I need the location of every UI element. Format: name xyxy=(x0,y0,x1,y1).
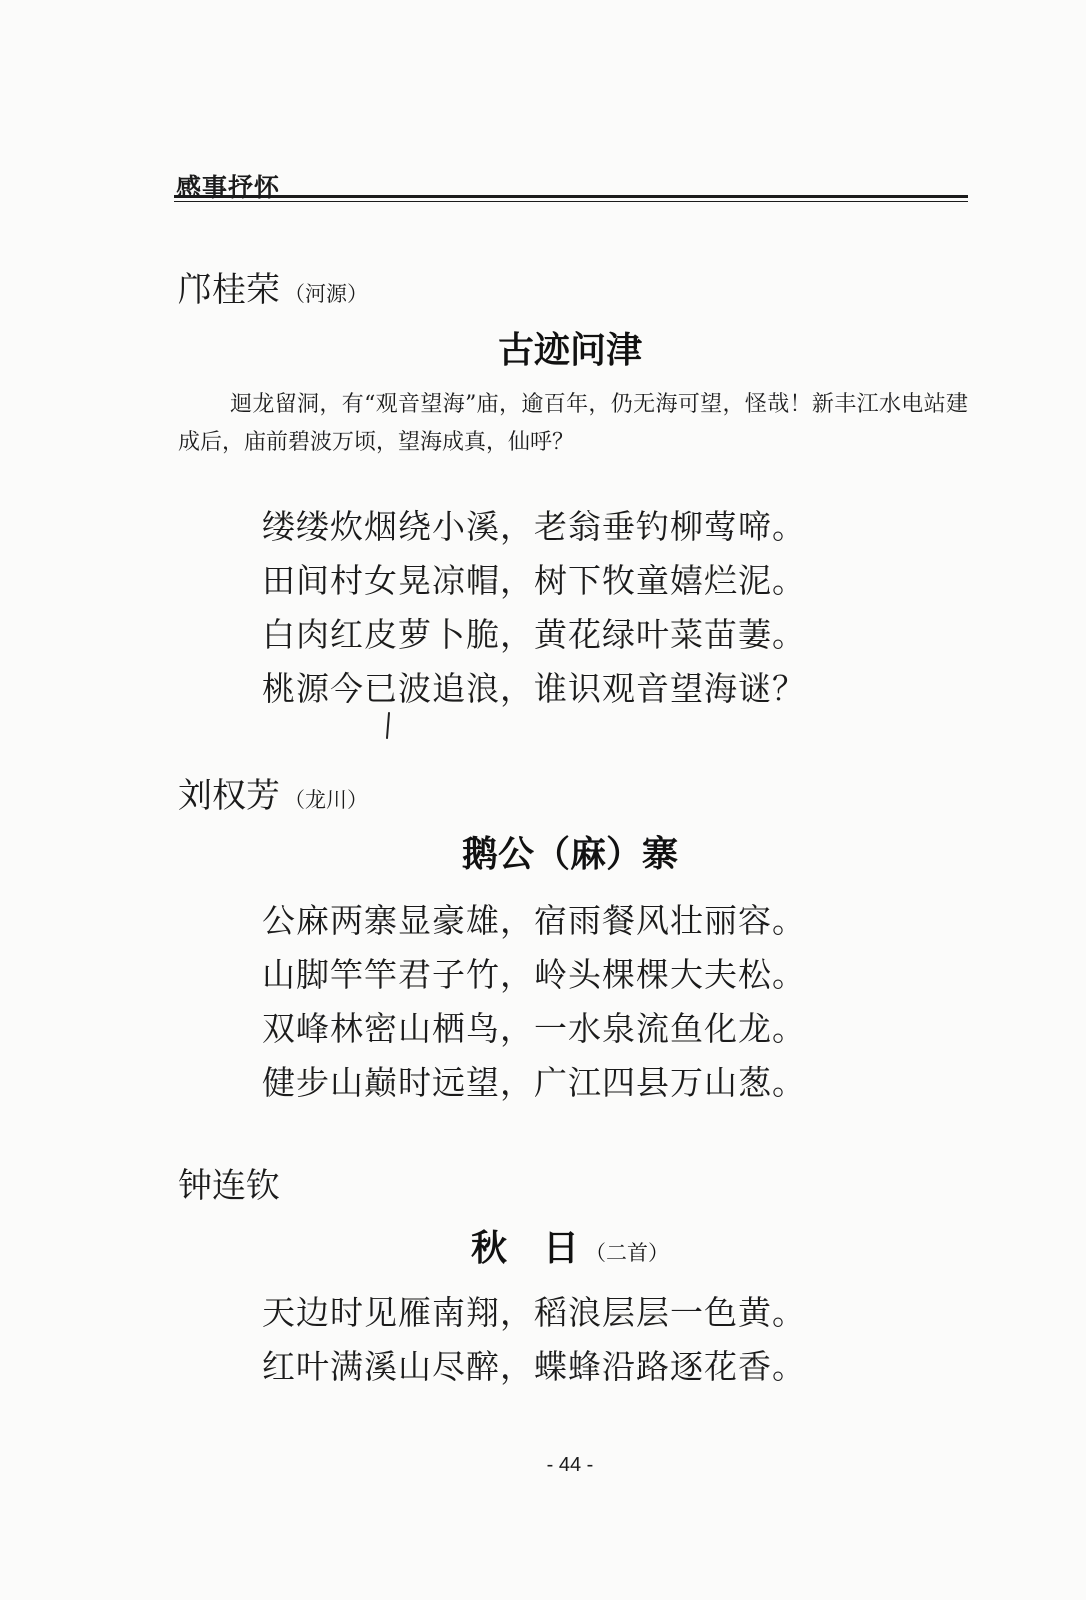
author-origin: （龙川） xyxy=(284,788,368,812)
author-2 xyxy=(178,768,368,817)
poem-line: 桃源今已波追浪，谁识观音望海谜？ xyxy=(262,669,806,708)
poem-title-note: （二首） xyxy=(585,1241,669,1265)
poem-line: 田间村女晃凉帽，树下牧童嬉烂泥。 xyxy=(262,561,806,600)
poem-line: 山脚竿竿君子竹，岭头棵棵大夫松。 xyxy=(262,955,806,994)
author-1 xyxy=(178,262,368,311)
header-rule-thin xyxy=(174,201,968,202)
author-name: 邝桂荣 xyxy=(178,270,280,310)
poem-title: 古迹问津 xyxy=(497,330,642,371)
page-number: - 44 - xyxy=(546,1454,594,1476)
author-origin: （河源） xyxy=(284,282,368,306)
poem-title: 鹅公（麻）寨 xyxy=(461,834,678,875)
section-header: 感事抒怀 xyxy=(176,173,281,202)
poem-line: 红叶满溪山尽醉，蝶蜂沿路逐花香。 xyxy=(262,1347,806,1386)
poem-title-3 xyxy=(0,1220,1086,1271)
poem-line: 公麻两寨显豪雄，宿雨餐风壮丽容。 xyxy=(262,901,806,940)
poem-line: 缕缕炊烟绕小溪，老翁垂钓柳莺啼。 xyxy=(262,507,806,546)
poem-title-2 xyxy=(0,826,1086,877)
poem-line: 白肉红皮萝卜脆，黄花绿叶菜苗萋。 xyxy=(262,615,806,654)
poem-line: 天边时见雁南翔，稻浪层层一色黄。 xyxy=(262,1293,806,1332)
header-rule xyxy=(174,195,968,198)
pen-mark xyxy=(384,712,392,740)
poem-body-2 xyxy=(262,894,806,1110)
poem-line: 双峰林密山栖鸟，一水泉流鱼化龙。 xyxy=(262,1009,806,1048)
author-name: 刘权芳 xyxy=(178,776,280,816)
poem-body-1 xyxy=(262,500,806,716)
poem-line: 健步山巅时远望，广江四县万山葱。 xyxy=(262,1063,806,1102)
poem-body-3 xyxy=(262,1286,806,1394)
poem-title-1 xyxy=(0,322,1086,373)
author-3 xyxy=(178,1158,280,1207)
poem-title: 秋 日 xyxy=(470,1228,579,1269)
author-name: 钟连钦 xyxy=(178,1166,280,1206)
poem-preface: 迴龙留洞，有“观音望海”庙，逾百年，仍无海可望，怪哉！新丰江水电站建成后，庙前碧波万顷，望海成真，仙呼？ xyxy=(178,392,968,455)
